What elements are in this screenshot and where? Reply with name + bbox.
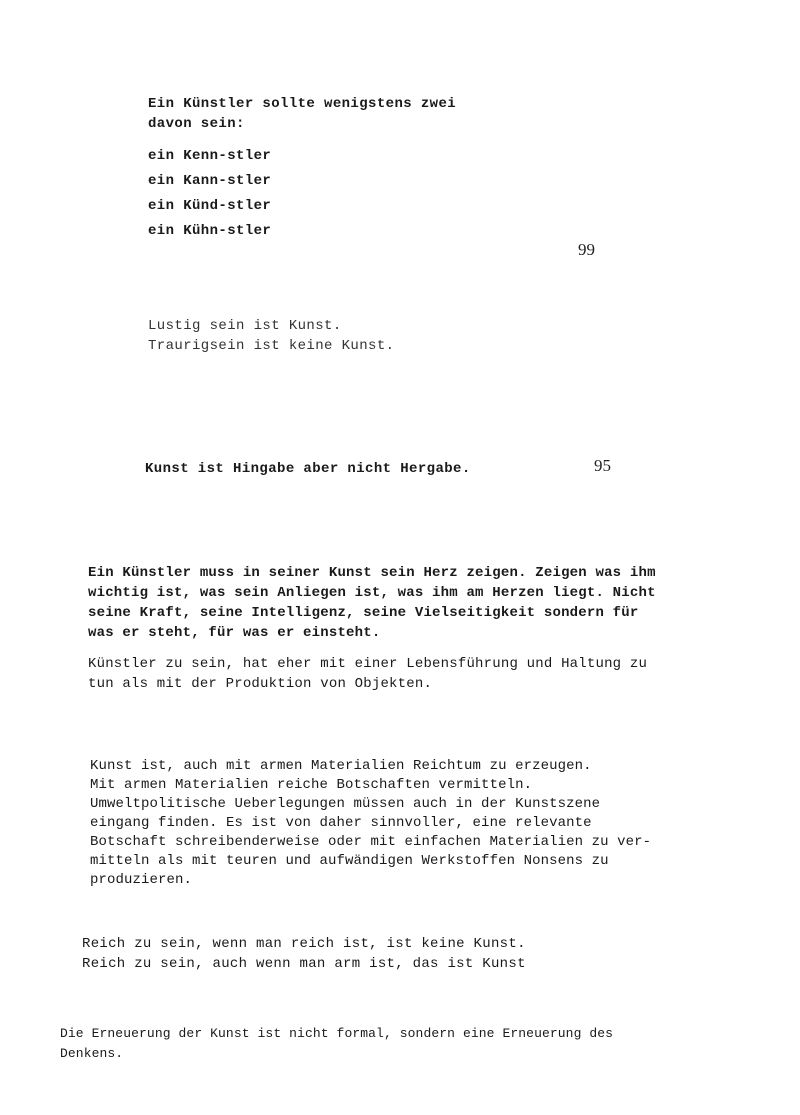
- text-line: Künstler zu sein, hat eher mit einer Lebensführung und Haltung zu: [88, 656, 648, 672]
- aphorism-3: [145, 459, 471, 479]
- list-item: ein Kühn-stler: [148, 223, 272, 239]
- text-line: was er steht, für was er einsteht.: [88, 625, 381, 641]
- text-line: Kunst ist Hingabe aber nicht Hergabe.: [145, 461, 471, 477]
- text-line: tun als mit der Produktion von Objekten.: [88, 676, 433, 692]
- text-line: Ein Künstler muss in seiner Kunst sein Herz zeigen. Zeigen was ihm: [88, 565, 656, 581]
- text-line: Reich zu sein, wenn man reich ist, ist keine Kunst.: [82, 936, 526, 952]
- text-line: produzieren.: [90, 872, 193, 888]
- text-line: Reich zu sein, auch wenn man arm ist, das ist Kunst: [82, 956, 526, 972]
- text-line: Denkens.: [60, 1046, 124, 1061]
- aphorism-1: [148, 94, 456, 134]
- aphorism-5: [88, 654, 647, 694]
- text-line: wichtig ist, was sein Anliegen ist, was ihm am Herzen liegt. Nicht: [88, 585, 656, 601]
- text-line: Umweltpolitische Ueberlegungen müssen auch in der Kunstszene: [90, 796, 601, 812]
- aphorism-6: [90, 757, 651, 890]
- text-line: Traurigsein ist keine Kunst.: [148, 338, 395, 354]
- list-item: ein Künd-stler: [148, 198, 272, 214]
- text-line: Lustig sein ist Kunst.: [148, 318, 342, 334]
- aphorism-4: [88, 563, 656, 643]
- aphorism-2: [148, 316, 394, 356]
- aphorism-1-list: [148, 146, 271, 246]
- text-line: mitteln als mit teuren und aufwändigen Werkstoffen Nonsens zu: [90, 853, 609, 869]
- aphorism-8: [60, 1024, 613, 1064]
- text-line: Botschaft schreibenderweise oder mit einfachen Materialien zu ver-: [90, 834, 652, 850]
- page-number-95: 95: [594, 456, 611, 475]
- text-line: Mit armen Materialien reiche Botschaften vermitteln.: [90, 777, 533, 793]
- text-line: seine Kraft, seine Intelligenz, seine Vielseitigkeit sondern für: [88, 605, 639, 621]
- list-item: ein Kann-stler: [148, 173, 272, 189]
- list-item: ein Kenn-stler: [148, 148, 272, 164]
- text-line: eingang finden. Es ist von daher sinnvoller, eine relevante: [90, 815, 592, 831]
- text-line: Die Erneuerung der Kunst ist nicht formal, sondern eine Erneuerung des: [60, 1026, 614, 1041]
- text-line: Kunst ist, auch mit armen Materialien Reichtum zu erzeugen.: [90, 758, 592, 774]
- text-line: davon sein:: [148, 116, 245, 132]
- page-number-99: 99: [578, 240, 595, 259]
- text-line: Ein Künstler sollte wenigstens zwei: [148, 96, 457, 112]
- aphorism-7: [82, 934, 526, 974]
